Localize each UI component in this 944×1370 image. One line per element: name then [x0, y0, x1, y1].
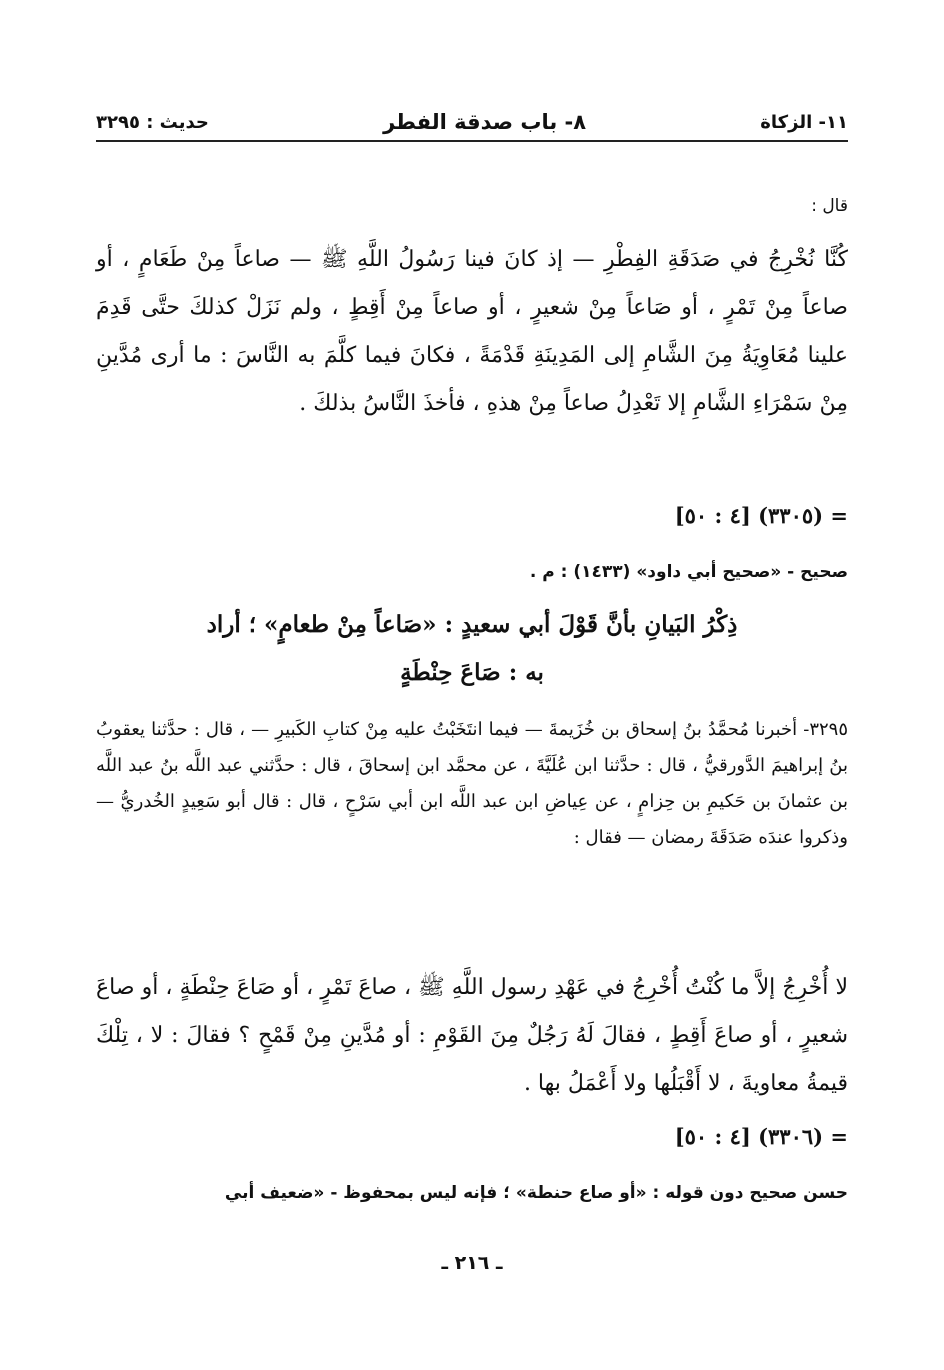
grading-1: صحيح - «صحيح أبي داود» (١٤٣٣) : م .	[529, 562, 848, 582]
book-title: ١١- الزكاة	[760, 111, 848, 133]
hadith-text-2: لا أُخْرِجُ إلاَّ ما كُنْتُ أُخْرِجُ في عَهْدِ رسول اللَّهِ ﷺ ، صاعَ تَمْرٍ ، أو صَاعَ حِنْطَةٍ ، أو صاعَ شعيرٍ ، أو صاعَ أَقِطٍ ، فقالَ لَهُ رَجُلٌ مِنَ القَوْمِ : أو مُدَّينِ مِنْ قَمْحٍ ؟ فقالَ : لا ، تِلْكَ قيمةُ معاويةَ ، لا أَقْبَلُها ولا أَعْمَلُ بها .	[96, 975, 848, 1096]
section-title-line-2: به : صَاعَ حِنْطَةٍ	[400, 659, 544, 686]
intro-label: قال :	[811, 196, 848, 216]
reference-1-text: = (٣٣٠٥) [٤ : ٥٠]	[674, 503, 848, 528]
hadith-number: حديث : ٣٢٩٥	[96, 111, 209, 133]
hadith-text-1: كُنَّا نُخْرِجُ في صَدَقَةِ الفِطْرِ — إذ كانَ فينا رَسُولُ اللَّهِ ﷺ — صاعاً مِنْ طَعَامٍ ، أو صاعاً مِنْ تَمْرٍ ، أو صَاعاً مِنْ شعيرٍ ، أو صاعاً مِنْ أَقِطٍ ، ولم نَزَلْ كذلكَ حتَّى قَدِمَ علينا مُعَاوِيَةُ مِنَ الشَّامِ إلى المَدِينَةِ قَدْمَةً ، فكانَ فيما كلَّمَ به النَّاسَ : ما أرى مُدَّينِ مِنْ سَمْرَاءِ الشَّامِ إلا تَعْدِلُ صاعاً مِنْ هذهِ ، فأخذَ النَّاسُ بذلكَ .	[96, 247, 848, 416]
reference-1	[96, 503, 848, 528]
isnad-text: ٣٢٩٥- أخبرنا مُحمَّدُ بنُ إسحاق بن خُزَيمةَ — فيما انتَخَبْتُ عليه مِنْ كتابِ الكَبيرِ — ، قال : حدَّثنا يعقوبُ بنُ إبراهيمَ الدَّورقيُّ ، قال : حدَّثنا ابن عُلَيَّةَ ، عن محمَّد ابن إسحاقَ ، قال : حدَّثني عبد اللَّه بنُ عبد اللَّه بن عثمانَ بن حَكيمِ بن حِزامٍ ، عن عِياضِ ابن عبد اللَّه ابن أبي سَرْحٍ ، قال : قال أبو سَعِيدٍ الخُدريُّ — وذكروا عندَه صَدَقَةَ رمضان — فقال :	[96, 719, 848, 848]
running-header	[96, 104, 848, 142]
chapter-title: ٨- باب صدقة الفطر	[383, 110, 587, 134]
grading-2: حسن صحيح دون قوله : «أو صاع حنطة» ؛ فإنه ليس بمحفوظ - «ضعيف أبي	[224, 1183, 848, 1203]
section-title-line-1: ذِكْرُ البَيانِ بأنَّ قَوْلَ أبي سعيدٍ : «صَاعاً مِنْ طعامٍ» ؛ أراد	[206, 611, 738, 638]
page-number: ـ ٢١٦ ـ	[441, 1252, 503, 1274]
reference-2: = (٣٣٠٦) [٤ : ٥٠]	[674, 1124, 848, 1149]
